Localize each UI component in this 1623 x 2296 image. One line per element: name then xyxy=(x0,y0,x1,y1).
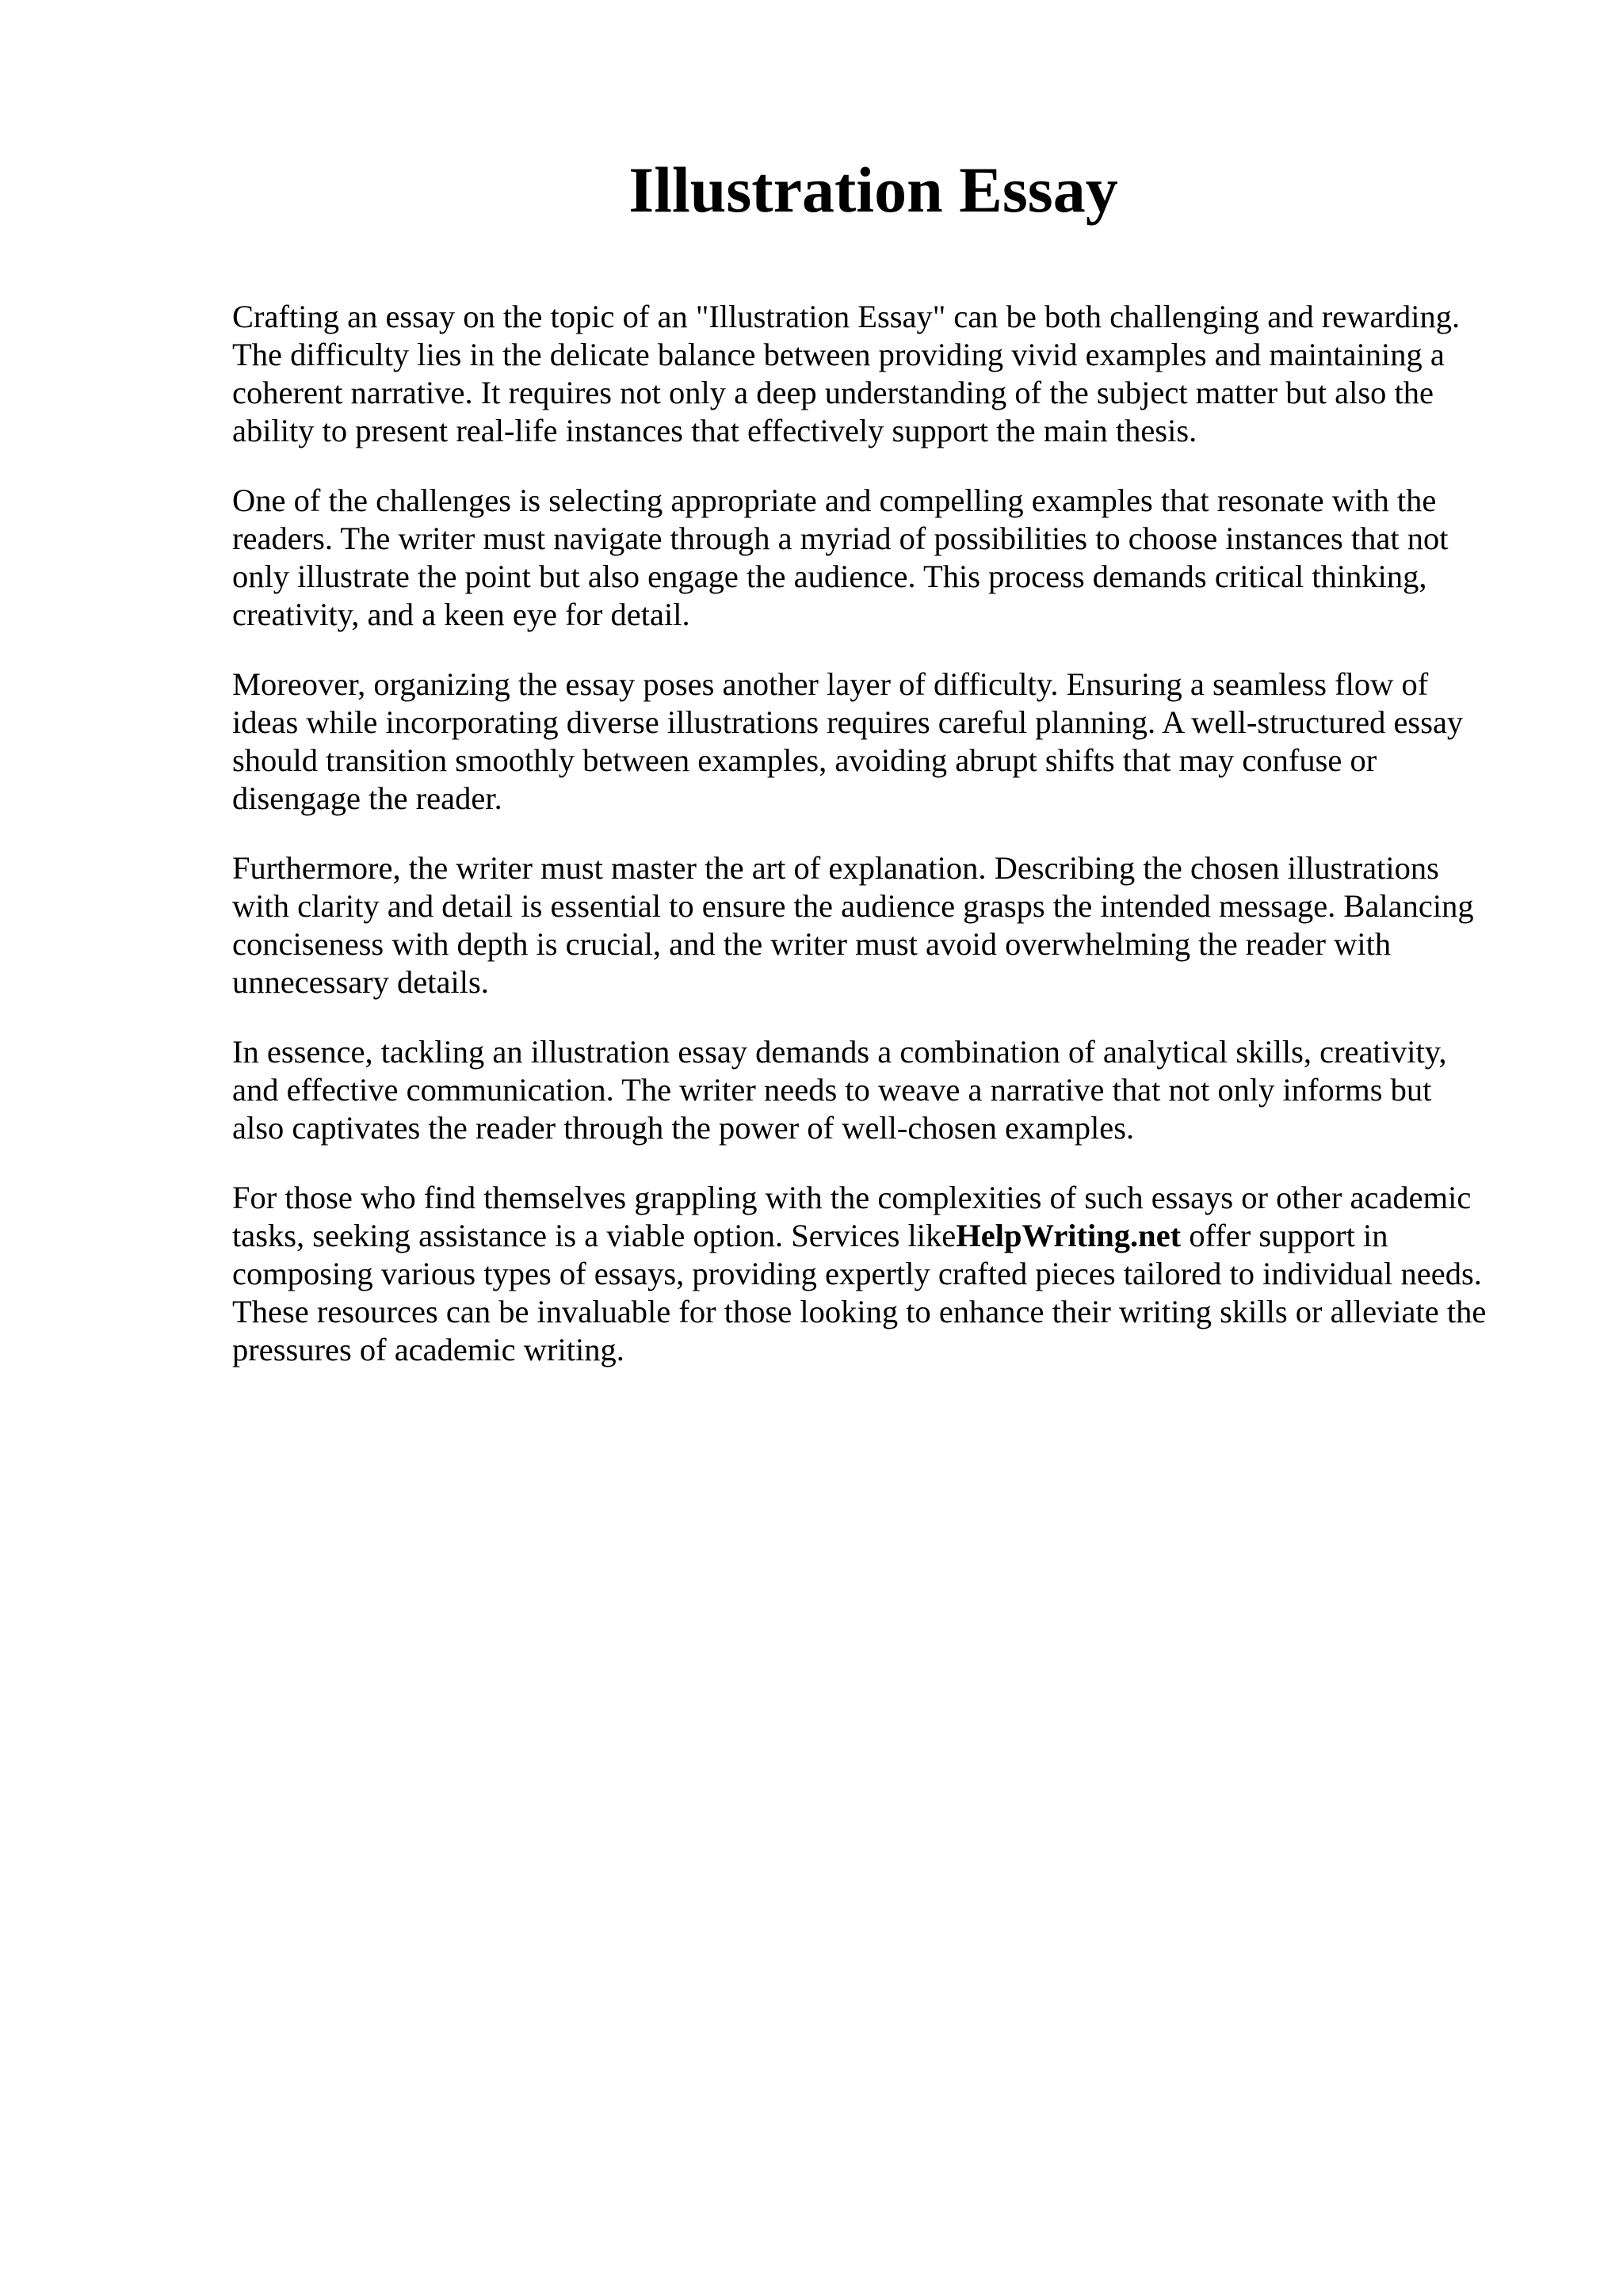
paragraph-line: Furthermore, the writer must master the art of explanation. Describing the chosen illustrations xyxy=(232,850,1439,886)
paragraph-line: readers. The writer must navigate through a myriad of possibilities to choose instances that not xyxy=(232,521,1449,556)
paragraph-line: unnecessary details. xyxy=(232,964,489,1000)
paragraph-line: disengage the reader. xyxy=(232,780,502,816)
paragraph-line: with clarity and detail is essential to ensure the audience grasps the intended message. Balancing xyxy=(232,888,1474,924)
helpwriting-link[interactable]: HelpWriting.net xyxy=(956,1218,1182,1253)
paragraph-2 xyxy=(232,482,1532,634)
paragraph-line: creativity, and a keen eye for detail. xyxy=(232,597,690,632)
paragraph-line: ideas while incorporating diverse illustrations requires careful planning. A well-structured essay xyxy=(232,704,1464,740)
paragraph-line: Crafting an essay on the topic of an "Illustration Essay" can be both challenging and rewarding. xyxy=(232,299,1461,334)
paragraph-3 xyxy=(232,666,1532,818)
paragraph-text: offer support in xyxy=(1181,1218,1388,1253)
paragraph-line: One of the challenges is selecting appropriate and compelling examples that resonate with the xyxy=(232,482,1437,518)
paragraph-line-with-link xyxy=(232,1217,1532,1255)
paragraph-line: composing various types of essays, providing expertly crafted pieces tailored to individual needs. xyxy=(232,1256,1482,1291)
paragraph-line: The difficulty lies in the delicate balance between providing vivid examples and maintaining a xyxy=(232,337,1445,372)
paragraph-5 xyxy=(232,1033,1532,1147)
paragraph-line: also captivates the reader through the power of well-chosen examples. xyxy=(232,1110,1135,1146)
paragraph-line: conciseness with depth is crucial, and the writer must avoid overwhelming the reader with xyxy=(232,926,1392,962)
paragraph-line: and effective communication. The writer needs to weave a narrative that not only informs but xyxy=(232,1072,1432,1108)
paragraph-line: should transition smoothly between examples, avoiding abrupt shifts that may confuse or xyxy=(232,742,1377,778)
paragraph-line: Moreover, organizing the essay poses another layer of difficulty. Ensuring a seamless flow of xyxy=(232,666,1429,702)
paragraph-1 xyxy=(232,298,1532,450)
paragraph-line: coherent narrative. It requires not only a deep understanding of the subject matter but also the xyxy=(232,375,1434,410)
document-title: Illustration Essay xyxy=(628,154,1118,226)
paragraph-line: These resources can be invaluable for those looking to enhance their writing skills or alleviate the xyxy=(232,1294,1487,1329)
document-body xyxy=(232,298,1532,1401)
paragraph-text: tasks, seeking assistance is a viable option. Services like xyxy=(232,1218,957,1253)
paragraph-line: In essence, tackling an illustration essay demands a combination of analytical skills, creativity, xyxy=(232,1034,1447,1070)
paragraph-line: pressures of academic writing. xyxy=(232,1332,624,1367)
paragraph-line: only illustrate the point but also engage the audience. This process demands critical thinking, xyxy=(232,559,1427,594)
paragraph-line: For those who find themselves grappling with the complexities of such essays or other academic xyxy=(232,1180,1472,1215)
paragraph-4 xyxy=(232,849,1532,1001)
paragraph-line: ability to present real-life instances that effectively support the main thesis. xyxy=(232,413,1197,448)
paragraph-6 xyxy=(232,1179,1532,1369)
